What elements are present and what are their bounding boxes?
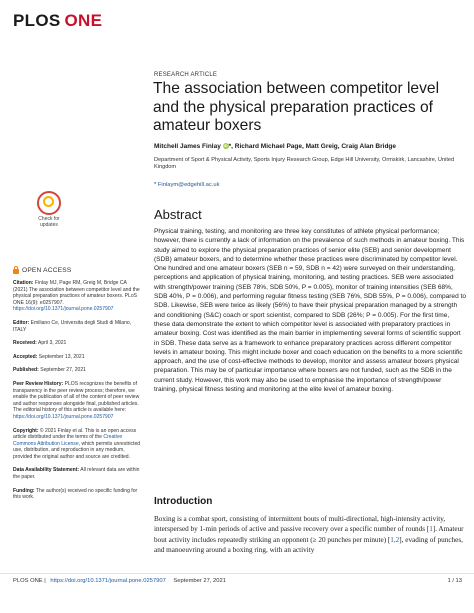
editor-label: Editor: xyxy=(13,319,30,326)
journal-logo-plos: PLOS xyxy=(13,11,61,30)
orcid-icon[interactable]: iD xyxy=(223,143,228,149)
citation-doi-link[interactable]: https://doi.org/10.1371/journal.pone.0257907 xyxy=(13,306,114,313)
received-label: Received: xyxy=(13,340,37,347)
funding-block xyxy=(13,488,141,501)
open-access-text: OPEN ACCESS xyxy=(22,267,72,274)
reference-link-1[interactable]: 1 xyxy=(429,525,433,534)
published-date: September 27, 2021 xyxy=(38,367,86,374)
footer-doi-link[interactable]: https://doi.org/10.1371/journal.pone.0257907 xyxy=(50,578,166,584)
citation-block xyxy=(13,280,141,313)
journal-logo-one: ONE xyxy=(64,11,103,30)
first-author-name[interactable]: Mitchell James Finlay xyxy=(154,143,221,150)
data-availability-label: Data Availability Statement: xyxy=(13,467,80,474)
peer-review-text: PLOS recognizes the benefits of transparency in the peer review process; therefore, we enable the publication of all of the content of peer review and author responses alongside final, published articles. The editorial history of this article is available here: xyxy=(13,380,140,414)
accepted-date: September 13, 2021 xyxy=(37,353,85,360)
author-list xyxy=(154,143,464,150)
copyright-text-2: , which permits unrestricted use, distribution, and reproduction in any medium, provided the original author and source are credited. xyxy=(13,440,141,460)
badge-line2: updates xyxy=(40,221,58,228)
copyright-block xyxy=(13,428,141,461)
data-availability-block xyxy=(13,467,141,480)
accepted-label: Accepted: xyxy=(13,353,38,360)
intro-text-2: ]. Amateur bout activity includes repeatedly striking an opponent (≥ 20 punches per minute) [ xyxy=(154,525,464,544)
accepted-block xyxy=(13,354,141,361)
article-type: RESEARCH ARTICLE xyxy=(154,72,218,78)
received-block xyxy=(13,340,141,347)
page-number: 1 / 13 xyxy=(447,578,462,584)
copyright-text-1: © 2021 Finlay et al. This is an open access article distributed under the terms of the xyxy=(13,427,137,441)
abstract-heading: Abstract xyxy=(154,207,202,222)
footer-separator: | xyxy=(44,578,46,584)
other-authors: *, Richard Michael Page, Matt Greig, Craig Alan Bridge xyxy=(228,143,397,150)
citation-label: Citation: xyxy=(13,280,34,286)
intro-text-3: ], evading of punches, and manoeuvring around a boxing ring, with an activity xyxy=(154,535,463,555)
article-metadata-sidebar xyxy=(13,280,141,508)
badge-line1: Check for xyxy=(38,216,60,222)
data-availability-text: All relevant data are within the paper. xyxy=(13,467,140,481)
check-for-updates-badge[interactable] xyxy=(34,191,64,233)
email-link[interactable]: Finlaym@edgehill.ac.uk xyxy=(157,182,220,188)
footer-date: September 27, 2021 xyxy=(173,578,226,584)
introduction-body xyxy=(154,514,466,556)
peer-review-block xyxy=(13,381,141,421)
article-title: The association between competitor level and the physical preparation practices of amateur boxers xyxy=(153,80,440,134)
peer-review-label: Peer Review History: xyxy=(13,380,64,387)
funding-text: The author(s) received no specific funding for this work. xyxy=(13,487,138,501)
received-date: April 3, 2021 xyxy=(36,340,67,347)
funding-label: Funding: xyxy=(13,487,35,494)
copyright-label: Copyright: xyxy=(13,427,39,434)
open-lock-icon xyxy=(13,269,19,274)
reference-link-2[interactable]: 1,2 xyxy=(390,535,400,544)
citation-text: Finlay MJ, Page RM, Greig M, Bridge CA (2021) The association between competitor level and the physical preparation practices of amateur boxers. PLoS ONE 16(9): e0257907. xyxy=(13,280,140,306)
introduction-heading: Introduction xyxy=(154,496,213,507)
published-block xyxy=(13,367,141,374)
check-for-updates-icon xyxy=(37,191,61,215)
editor-block xyxy=(13,320,141,333)
check-for-updates-label xyxy=(34,217,64,228)
corresponding-email xyxy=(154,182,220,188)
license-link[interactable]: Creative Commons Attribution License xyxy=(13,434,123,447)
affiliation: Department of Sport & Physical Activity, Sports Injury Research Group, Edge Hill University, Ormskirk, Lancashire, United Kingdom xyxy=(154,157,455,171)
editor-text: Emiliano Ce, Universita degli Studi di Milano, ITALY xyxy=(13,319,132,333)
open-access-label xyxy=(13,267,71,274)
footer-divider xyxy=(0,573,474,574)
journal-logo xyxy=(13,11,102,31)
footer-journal: PLOS ONE xyxy=(13,578,43,584)
intro-text-1: Boxing is a combat sport, consisting of intermittent bouts of multi-directional, high-intensity activity, interspersed by 1-min periods of active and passive recovery over a specific number of rounds [ xyxy=(154,515,446,534)
corresponding-marker: * xyxy=(154,182,157,188)
page-footer xyxy=(13,578,226,584)
peer-review-link[interactable]: https://doi.org/10.1371/journal.pone.0257907 xyxy=(13,413,114,420)
abstract-body: Physical training, testing, and monitoring are three key constitutes of athlete physical performance; however, there is currently a lack of information on the prevalence of such methods in amateur boxing. This study aimed to explore the physical preparation practices of senior elite (SEB) and senior development (SDB) amateur boxers, and to determine whether these practices were discriminated by competitor level. One hundred and one amateur boxers (SEB n = 59, SDB n = 42) were surveyed on their understanding, perceptions and application of physical training, monitoring, and testing practices. SEB were associated with strength/power training (SEB 78%, SDB 50%, P = 0.005), monitor of training intensities (SEB 68%, SDB 40%, P = 0.006), and performing regular fitness testing (SEB 76%, SDB 55%, P = 0.006), compared to SDB. Likewise, SEB were twice as likely (56%) to have their physical preparation managed by a strength and conditioning (S&C) coach or sport scientist, compared to SDB (26%; P = 0.005). For the first time, these data demonstrate the extent to which competitor level is associated with preparatory practices in amateur boxing. Cost was identified as the main barrier in implementing several forms of scientific support in SDB. These data serve as a framework to enhance preparatory practices across different competitor levels in amateur boxing. This might include boxer and coach education on the benefits to a more scientific approach, and the use of cost-effective methods to develop, monitor and assess amateur boxers physical preparation. This may be of particular importance where boxers are not funded, such as the SDB in the current study. However, this work may also be used to emphasise the importance of strength/power training, physical fitness testing and monitoring at the elite level of amateur boxing. xyxy=(154,228,466,394)
published-label: Published: xyxy=(13,367,39,374)
